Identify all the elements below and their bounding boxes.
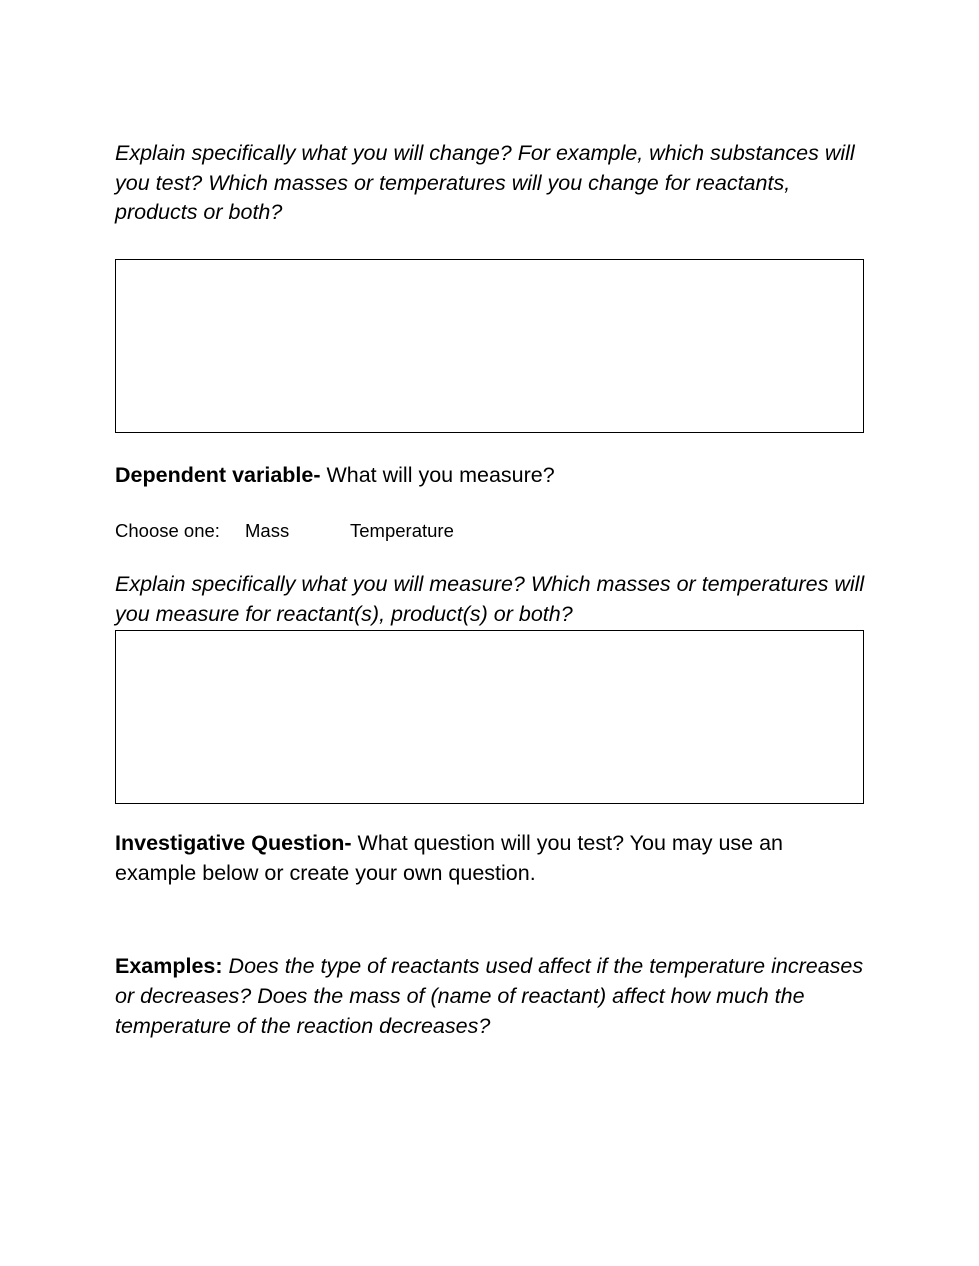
examples-paragraph	[115, 951, 867, 1041]
change-explanation-prompt: Explain specifically what you will change? For example, which substances will you test? Which masses or temperatures will you change for reactants, products or both?	[115, 141, 855, 224]
examples-text: Does the type of reactants used affect if the temperature increases or decreases? Does the mass of (name of reactant) affect how much the temperature of the reaction decreases?	[115, 954, 864, 1038]
dependent-variable-heading	[115, 460, 867, 490]
change-answer-box[interactable]	[115, 259, 864, 433]
measure-explanation-prompt: Explain specifically what you will measure? Which masses or temperatures will you measure for reactant(s), product(s) or both?	[115, 572, 865, 626]
investigative-question-heading	[115, 828, 867, 888]
choose-one-label: Choose one:	[115, 520, 220, 541]
examples-label: Examples:	[115, 954, 223, 978]
dependent-variable-question: What will you measure?	[320, 463, 555, 487]
dependent-variable-label: Dependent variable-	[115, 463, 321, 487]
measure-answer-box[interactable]	[115, 630, 864, 804]
option-temperature[interactable]: Temperature	[350, 520, 454, 541]
option-mass[interactable]: Mass	[245, 520, 290, 541]
investigative-question-text: What question will you test? You may use an example below or create your own question.	[115, 831, 784, 885]
investigative-question-label: Investigative Question-	[115, 831, 352, 855]
